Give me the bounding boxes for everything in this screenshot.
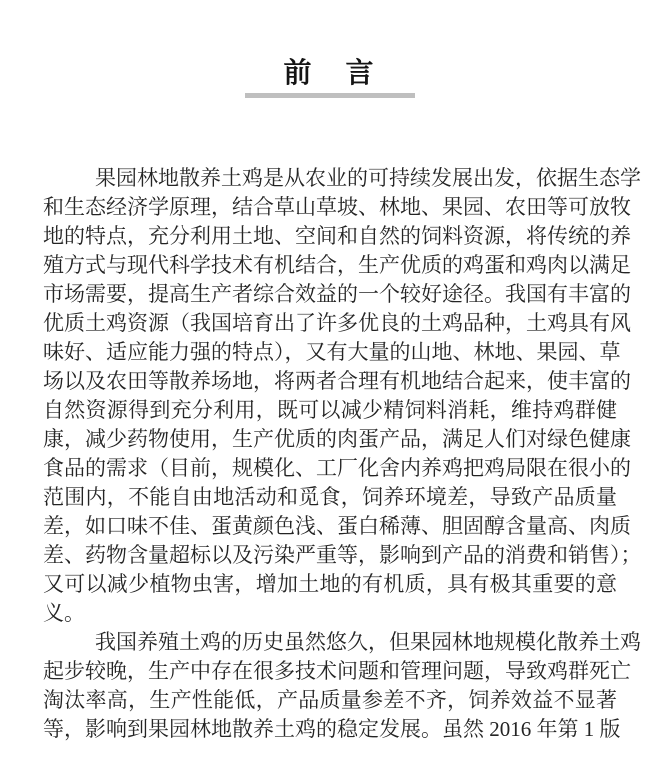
preface-body xyxy=(43,164,642,744)
text-line: 食品的需求（目前，规模化、工厂化舍内养鸡把鸡局限在很小的 xyxy=(43,456,631,480)
text-line: 自然资源得到充分利用，既可以减少精饲料消耗，维持鸡群健 xyxy=(43,398,617,422)
title-block xyxy=(0,58,660,98)
paragraph-1 xyxy=(43,164,642,628)
text-line: 差，如口味不佳、蛋黄颜色浅、蛋白稀薄、胆固醇含量高、肉质 xyxy=(43,514,631,538)
text-line: 康，减少药物使用，生产优质的肉蛋产品，满足人们对绿色健康 xyxy=(43,427,631,451)
text-line: 起步较晚，生产中存在很多技术问题和管理问题，导致鸡群死亡 xyxy=(43,659,631,683)
paragraph-2 xyxy=(43,628,641,744)
text-line: 范围内，不能自由地活动和觅食，饲养环境差，导致产品质量 xyxy=(43,485,617,509)
title-underline xyxy=(245,93,415,98)
text-line: 市场需要，提高生产者综合效益的一个较好途径。我国有丰富的 xyxy=(43,282,631,306)
page-title: 前 言 xyxy=(283,58,377,89)
text-line: 场以及农田等散养场地，将两者合理有机地结合起来，使丰富的 xyxy=(43,369,631,393)
text-line: 我国养殖土鸡的历史虽然悠久，但果园林地规模化散养土鸡 xyxy=(95,630,641,654)
text-line: 和生态经济学原理，结合草山草坡、林地、果园、农田等可放牧 xyxy=(43,195,631,219)
text-line: 义。 xyxy=(43,601,85,625)
text-line: 优质土鸡资源（我国培育出了许多优良的土鸡品种，土鸡具有风 xyxy=(43,311,631,335)
text-line: 等，影响到果园林地散养土鸡的稳定发展。虽然 2016 年第 1 版 xyxy=(43,717,621,741)
text-line: 果园林地散养土鸡是从农业的可持续发展出发，依据生态学 xyxy=(95,166,641,190)
text-line: 淘汰率高，生产性能低，产品质量参差不齐，饲养效益不显著 xyxy=(43,688,617,712)
text-line: 又可以减少植物虫害，增加土地的有机质，具有极其重要的意 xyxy=(43,572,617,596)
text-line: 味好、适应能力强的特点），又有大量的山地、林地、果园、草 xyxy=(43,340,621,364)
text-line: 殖方式与现代科学技术有机结合，生产优质的鸡蛋和鸡肉以满足 xyxy=(43,253,631,277)
text-line: 地的特点，充分利用土地、空间和自然的饲料资源，将传统的养 xyxy=(43,224,631,248)
text-line: 差、药物含量超标以及污染严重等，影响到产品的消费和销售）； xyxy=(43,543,642,567)
